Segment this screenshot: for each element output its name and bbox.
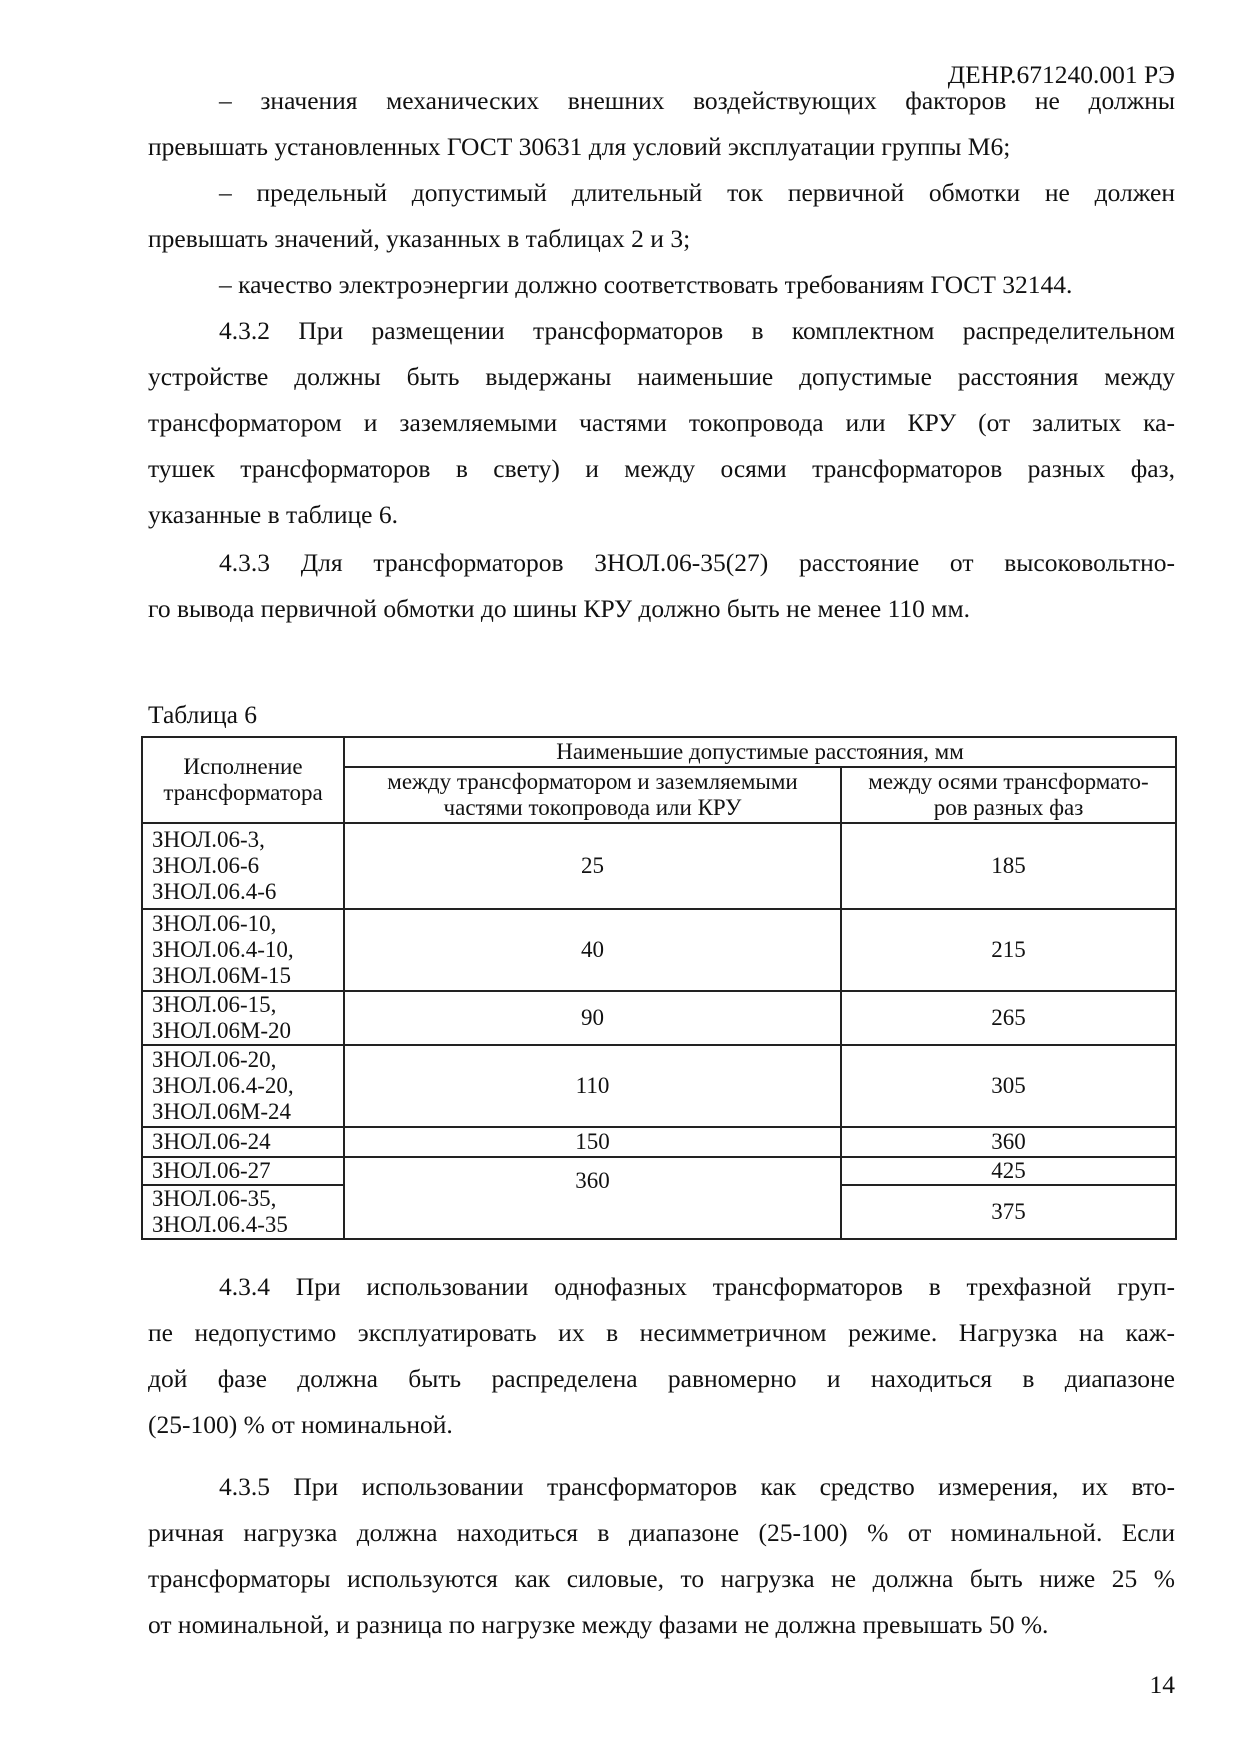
text-line: 4.3.4 При использовании однофазных трансформаторов в трехфазной груп- <box>219 1272 1175 1301</box>
text-line: 4.3.2 При размещении трансформаторов в комплектном распределительном <box>219 316 1175 345</box>
phase-distance-cell: 425 <box>841 1157 1176 1185</box>
ground-distance-cell-merged <box>344 1157 841 1239</box>
model-name: ЗНОЛ.06-20, <box>152 1047 277 1072</box>
model-name: ЗНОЛ.06.4-35 <box>152 1212 288 1237</box>
ground-distance-cell: 110 <box>344 1045 841 1127</box>
text-line: превышать установленных ГОСТ 30631 для условий эксплуатации группы М6; <box>148 132 1011 161</box>
model-cell <box>142 1157 344 1185</box>
model-name: ЗНОЛ.06-10, <box>152 911 277 936</box>
header-model-label: Исполнение трансформатора <box>163 754 323 805</box>
text-line: го вывода первичной обмотки до шины КРУ должно быть не менее 110 мм. <box>148 594 970 623</box>
model-name: ЗНОЛ.06-27 <box>152 1158 271 1183</box>
text-line: указанные в таблице 6. <box>148 500 398 529</box>
text-line: от номинальной, и разница по нагрузке между фазами не должна превышать 50 %. <box>148 1610 1049 1639</box>
document-code: ДЕНР.671240.001 РЭ <box>947 60 1175 89</box>
model-name: ЗНОЛ.06М-15 <box>152 963 292 988</box>
model-name: ЗНОЛ.06.4-20, <box>152 1073 294 1098</box>
phase-distance-cell: 215 <box>841 909 1176 991</box>
model-name: ЗНОЛ.06-35, <box>152 1186 277 1211</box>
text-line: тушек трансформаторов в свету) и между осями трансформаторов разных фаз, <box>148 454 1175 483</box>
text-line: трансформатором и заземляемыми частями токопровода или КРУ (от залитых ка- <box>148 408 1175 437</box>
text-line: (25-100) % от номинальной. <box>148 1410 453 1439</box>
model-cell <box>142 1185 344 1239</box>
model-name: ЗНОЛ.06-3, <box>152 827 265 852</box>
phase-distance-cell: 265 <box>841 991 1176 1045</box>
model-name: ЗНОЛ.06М-20 <box>152 1018 292 1043</box>
table-row <box>142 1157 1176 1185</box>
text-line: пе недопустимо эксплуатировать их в несимметричном режиме. Нагрузка на каж- <box>148 1318 1175 1347</box>
ground-distance-cell: 40 <box>344 909 841 991</box>
header-phase-label-line2: ров разных фаз <box>933 795 1084 820</box>
text-line: – значения механических внешних воздействующих факторов не должны <box>219 86 1175 115</box>
phase-distance-cell: 305 <box>841 1045 1176 1127</box>
model-name: ЗНОЛ.06-24 <box>152 1129 271 1154</box>
model-name: ЗНОЛ.06М-24 <box>152 1099 292 1124</box>
phase-distance-cell: 360 <box>841 1127 1176 1157</box>
table-row <box>142 1127 1176 1157</box>
ground-distance-cell: 25 <box>344 823 841 909</box>
text-line: 4.3.3 Для трансформаторов ЗНОЛ.06-35(27) расстояние от высоковольтно- <box>219 548 1175 577</box>
text-line: дой фазе должна быть распределена равномерно и находиться в диапазоне <box>148 1364 1175 1393</box>
table-caption: Таблица 6 <box>148 700 258 729</box>
model-name: ЗНОЛ.06-15, <box>152 992 277 1017</box>
table-row <box>142 991 1176 1045</box>
header-ground-label: между трансформатором и заземляемыми частями токопровода или КРУ <box>387 769 798 820</box>
model-cell <box>142 823 344 909</box>
table-row <box>142 1045 1176 1127</box>
model-cell <box>142 1127 344 1157</box>
phase-distance-cell: 375 <box>841 1185 1176 1239</box>
ground-distance-cell: 150 <box>344 1127 841 1157</box>
text-line: превышать значений, указанных в таблицах 2 и 3; <box>148 224 691 253</box>
phase-distance-cell: 185 <box>841 823 1176 909</box>
header-phase-label-line1: между осями трансформато- <box>868 769 1149 794</box>
ground-distance-value: 360 <box>575 1168 610 1193</box>
model-cell <box>142 1045 344 1127</box>
header-group: Наименьшие допустимые расстояния, мм <box>344 737 1176 767</box>
model-name: ЗНОЛ.06-6 <box>152 853 260 878</box>
text-line: 4.3.5 При использовании трансформаторов как средство измерения, их вто- <box>219 1472 1175 1501</box>
text-line: ричная нагрузка должна находиться в диапазоне (25-100) % от номинальной. Если <box>148 1518 1175 1547</box>
table-row <box>142 909 1176 991</box>
page-number: 14 <box>1149 1670 1175 1699</box>
ground-distance-cell: 90 <box>344 991 841 1045</box>
header-model-column <box>142 737 344 823</box>
table-row <box>142 823 1176 909</box>
text-line: устройстве должны быть выдержаны наименьшие допустимые расстояния между <box>148 362 1175 391</box>
distance-table <box>141 736 1177 1240</box>
header-phase-distance <box>841 767 1176 823</box>
text-line: трансформаторы используются как силовые, то нагрузка не должна быть ниже 25 % <box>148 1564 1175 1593</box>
model-name: ЗНОЛ.06.4-6 <box>152 879 277 904</box>
model-name: ЗНОЛ.06.4-10, <box>152 937 294 962</box>
text-line: – предельный допустимый длительный ток первичной обмотки не должен <box>219 178 1175 207</box>
text-line: – качество электроэнергии должно соответствовать требованиям ГОСТ 32144. <box>219 270 1073 299</box>
header-ground-distance <box>344 767 841 823</box>
model-cell <box>142 909 344 991</box>
model-cell <box>142 991 344 1045</box>
